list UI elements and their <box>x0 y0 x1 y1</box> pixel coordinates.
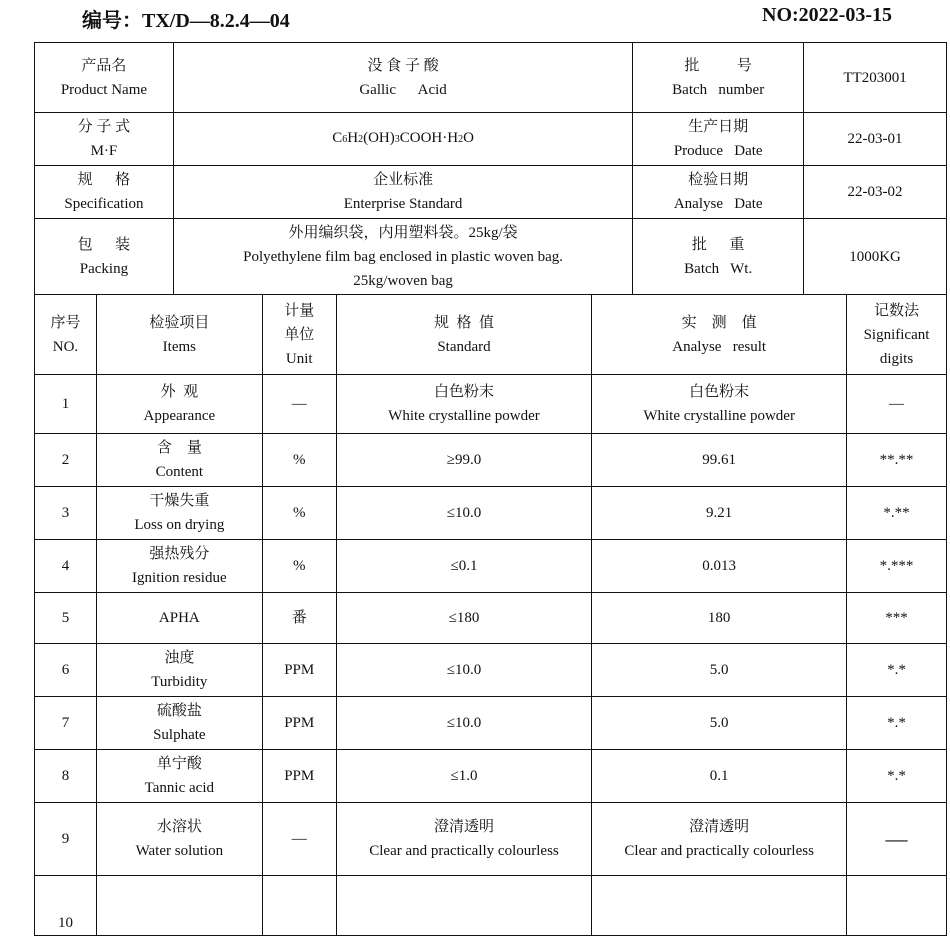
row-unit: % <box>262 540 336 593</box>
row-result: 99.61 <box>592 434 847 487</box>
row-unit: — <box>262 375 336 434</box>
batch-number-label: 批 号 Batch number <box>633 43 804 113</box>
row-item: 单宁酸 Tannic acid <box>96 750 262 803</box>
row-standard: ≤10.0 <box>336 487 592 540</box>
row-digits: *.* <box>847 644 947 697</box>
col-result: 实 测 值 Analyse result <box>592 295 847 375</box>
empty-cell <box>592 876 847 936</box>
table-row <box>35 803 947 876</box>
row-digits: *** <box>847 593 947 644</box>
row-no: 7 <box>35 697 97 750</box>
row-no: 3 <box>35 487 97 540</box>
row-no: 6 <box>35 644 97 697</box>
row-item: APHA <box>96 593 262 644</box>
row-unit: PPM <box>262 644 336 697</box>
row-no: 2 <box>35 434 97 487</box>
batch-number-value: TT203001 <box>804 43 947 113</box>
product-name-label: 产品名 Product Name <box>35 43 174 113</box>
row-no: 10 <box>35 876 97 936</box>
document-code: 编号：TX/D—8.2.4—04 <box>82 10 290 32</box>
row-item: 硫酸盐 Sulphate <box>96 697 262 750</box>
table-row <box>35 644 947 697</box>
empty-cell <box>96 876 262 936</box>
row-item: 水溶状 Water solution <box>96 803 262 876</box>
row-unit: % <box>262 487 336 540</box>
table-row <box>35 750 947 803</box>
table-row <box>35 375 947 434</box>
empty-cell <box>847 876 947 936</box>
row-standard: ≤180 <box>336 593 592 644</box>
analysis-table <box>34 294 947 936</box>
col-digits: 记数法 Significant digits <box>847 295 947 375</box>
packing-value: 外用编织袋，内用塑料袋。25kg/袋 Polyethylene film bag enclosed in plastic woven bag. 25kg/woven bag <box>173 219 632 295</box>
row-result: 9.21 <box>592 487 847 540</box>
row-standard: ≤10.0 <box>336 697 592 750</box>
specification-value: 企业标准 Enterprise Standard <box>173 166 632 219</box>
row-unit: PPM <box>262 697 336 750</box>
row-digits: *.* <box>847 750 947 803</box>
produce-date-value: 22-03-01 <box>804 113 947 166</box>
row-result: 5.0 <box>592 644 847 697</box>
row-result: 180 <box>592 593 847 644</box>
row-standard: 澄清透明 Clear and practically colourless <box>336 803 592 876</box>
table-row <box>35 487 947 540</box>
header-row <box>35 295 947 375</box>
document-number: NO:2022-03-15 <box>762 4 892 26</box>
empty-cell <box>262 876 336 936</box>
row-unit: PPM <box>262 750 336 803</box>
col-unit: 计量 单位 Unit <box>262 295 336 375</box>
row-standard: 白色粉末 White crystalline powder <box>336 375 592 434</box>
table-row <box>35 876 947 936</box>
row-digits: — <box>847 375 947 434</box>
mf-formula: C6H2(OH)3COOH·H2O <box>173 113 632 166</box>
row-result: 0.013 <box>592 540 847 593</box>
row-standard: ≤10.0 <box>336 644 592 697</box>
col-standard: 规 格 值 Standard <box>336 295 592 375</box>
empty-cell <box>336 876 592 936</box>
row-unit: 番 <box>262 593 336 644</box>
row-item: 外 观 Appearance <box>96 375 262 434</box>
row-result: 0.1 <box>592 750 847 803</box>
row-result: 5.0 <box>592 697 847 750</box>
batch-weight-label: 批 重 Batch Wt. <box>633 219 804 295</box>
table-row <box>35 593 947 644</box>
row-item: 含 量 Content <box>96 434 262 487</box>
row-digits: *.** <box>847 487 947 540</box>
row-item: 强热残分 Ignition residue <box>96 540 262 593</box>
row-result: 白色粉末 White crystalline powder <box>592 375 847 434</box>
row-digits: *.* <box>847 697 947 750</box>
row-no: 1 <box>35 375 97 434</box>
row-unit: — <box>262 803 336 876</box>
col-no: 序号 NO. <box>35 295 97 375</box>
row-item: 干燥失重 Loss on drying <box>96 487 262 540</box>
product-name-value: 没 食 子 酸 Gallic Acid <box>173 43 632 113</box>
mf-label: 分 子 式 M·F <box>35 113 174 166</box>
specification-label: 规 格 Specification <box>35 166 174 219</box>
product-info-table <box>34 42 947 295</box>
row-digits: — <box>847 803 947 876</box>
analyse-date-value: 22-03-02 <box>804 166 947 219</box>
row-standard: ≥99.0 <box>336 434 592 487</box>
row-standard: ≤1.0 <box>336 750 592 803</box>
row-no: 8 <box>35 750 97 803</box>
row-digits: *.*** <box>847 540 947 593</box>
row-standard: ≤0.1 <box>336 540 592 593</box>
row-item: 浊度 Turbidity <box>96 644 262 697</box>
col-items: 检验项目 Items <box>96 295 262 375</box>
packing-label: 包 装 Packing <box>35 219 174 295</box>
row-unit: % <box>262 434 336 487</box>
table-row <box>35 434 947 487</box>
row-no: 4 <box>35 540 97 593</box>
row-no: 5 <box>35 593 97 644</box>
row-no: 9 <box>35 803 97 876</box>
row-result: 澄清透明 Clear and practically colourless <box>592 803 847 876</box>
row-digits: **.** <box>847 434 947 487</box>
produce-date-label: 生产日期 Produce Date <box>633 113 804 166</box>
table-row <box>35 540 947 593</box>
batch-weight-value: 1000KG <box>804 219 947 295</box>
table-row <box>35 697 947 750</box>
analyse-date-label: 检验日期 Analyse Date <box>633 166 804 219</box>
